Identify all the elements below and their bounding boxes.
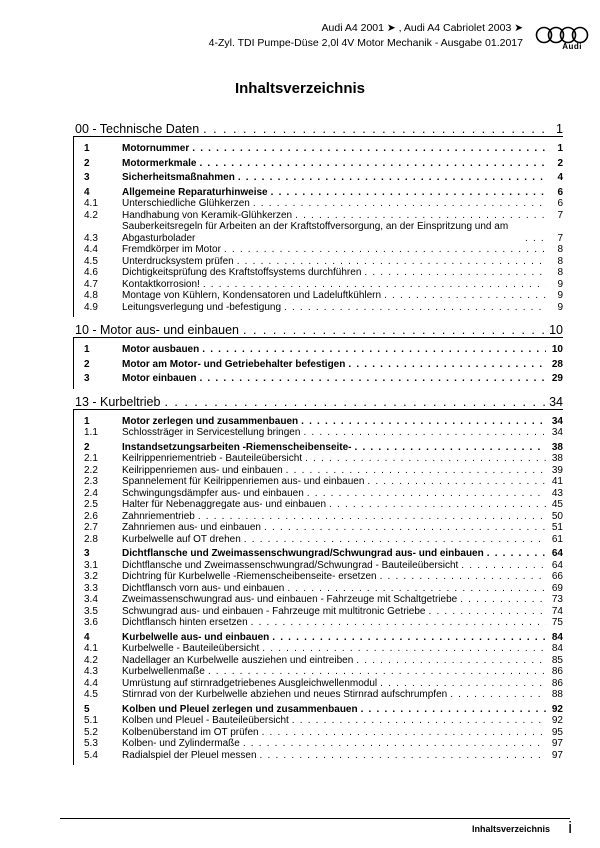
entry-number: 2 <box>84 441 90 453</box>
entry-page: 9 <box>557 290 563 301</box>
dot-leader <box>244 534 546 546</box>
entry-page: 95 <box>551 726 563 738</box>
entry-page: 97 <box>551 749 563 761</box>
entry-page: 88 <box>551 689 563 700</box>
entry-title: Dichtigkeitsprüfung des Kraftstoffsystems durchführen <box>122 267 362 278</box>
toc-entry[interactable] <box>74 359 563 371</box>
chapter-title: 13 - Kurbeltrieb <box>75 394 161 409</box>
entry-page: 75 <box>551 617 563 628</box>
audi-brand-text: Audi <box>562 42 582 51</box>
dot-leader <box>203 122 552 136</box>
entry-page: 51 <box>551 522 563 533</box>
entry-title: Schlossträger in Servicestellung bringen <box>122 427 301 438</box>
entry-title: Fremdkörper im Motor <box>122 244 221 255</box>
entry-page: 4 <box>557 172 563 183</box>
entry-page: 64 <box>551 559 563 571</box>
entry-title: Schwingungsdämpfer aus- und einbauen <box>122 487 304 499</box>
toc-entry[interactable] <box>74 715 563 727</box>
toc-entry[interactable] <box>74 465 563 477</box>
entry-page: 84 <box>551 631 563 643</box>
dot-leader <box>487 548 546 560</box>
dot-leader <box>364 267 546 279</box>
entry-page: 10 <box>551 344 563 355</box>
entry-title: Sicherheitsmaßnahmen <box>122 172 235 183</box>
entry-number: 3 <box>84 172 90 183</box>
entry-title: Kontaktkorrosion! <box>122 278 200 290</box>
entry-page: 7 <box>557 232 563 244</box>
entry-number: 5 <box>84 703 90 715</box>
entry-number: 4.6 <box>84 267 98 278</box>
entry-page: 66 <box>551 571 563 582</box>
entry-title: Leitungsverlegung und -befestigung <box>122 301 282 313</box>
entry-number: 4.4 <box>84 677 98 689</box>
entry-title: Dichtflansche und Zweimassenschwungrad/Schwungrad - Bauteileübersicht <box>122 559 459 571</box>
entry-title: Motormerkmale <box>122 157 197 169</box>
entry-number: 3 <box>84 548 90 559</box>
entry-title: Kolben- und Zylindermaße <box>122 738 240 749</box>
toc-entry[interactable] <box>74 548 563 560</box>
toc-entry[interactable] <box>74 442 563 454</box>
dot-leader <box>164 395 545 409</box>
entry-number: 4 <box>84 631 90 643</box>
dot-leader <box>461 560 546 572</box>
entry-number: 5.1 <box>84 715 98 726</box>
entry-page: 84 <box>551 643 563 654</box>
toc-chapter <box>73 389 563 766</box>
entry-page: 50 <box>551 510 563 522</box>
entry-page: 1 <box>557 143 563 154</box>
toc-entry[interactable] <box>74 476 563 488</box>
chapter-entries <box>73 137 563 317</box>
entry-title: Halter für Nebenaggregate aus- und einbauen <box>122 499 327 510</box>
toc-entry[interactable] <box>74 416 563 428</box>
entry-title: Motor einbauen <box>122 373 197 384</box>
toc-entry[interactable] <box>74 488 563 500</box>
entry-title: Motor zerlegen und zusammenbauen <box>122 415 299 427</box>
header-model-line: Audi A4 2001 ➤ , Audi A4 Cabriolet 2003 ➤ <box>321 22 523 34</box>
toc-entry[interactable] <box>74 453 563 465</box>
entry-title: Schwungrad aus- und einbauen - Fahrzeuge mit multitronic Getriebe <box>122 605 426 617</box>
dot-leader <box>253 198 546 210</box>
entry-number: 4.2 <box>84 209 98 221</box>
entry-number: 4.5 <box>84 689 98 700</box>
entry-number: 4.3 <box>84 666 98 677</box>
toc-entry[interactable] <box>74 267 563 279</box>
dot-leader <box>287 583 546 595</box>
entry-title: Kurbelwellenmaße <box>122 666 205 677</box>
entry-number: 3.4 <box>84 594 98 605</box>
entry-title: Dichtring für Kurbelwelle -Riemenscheibenseite- ersetzen <box>122 571 377 582</box>
toc-entry[interactable] <box>74 704 563 716</box>
toc-entry[interactable] <box>74 187 563 199</box>
dot-leader <box>450 689 546 701</box>
page-title: Inhaltsverzeichnis <box>234 80 366 97</box>
toc-entry[interactable] <box>74 172 563 184</box>
entry-title: Spannelement für Keilrippenriemen aus- und einbauen <box>122 476 365 487</box>
dot-leader <box>198 511 546 523</box>
toc-entry[interactable] <box>74 522 563 534</box>
toc-entry[interactable] <box>74 143 563 155</box>
dot-leader <box>307 488 546 500</box>
entry-number: 4.4 <box>84 244 98 255</box>
entry-number: 4.1 <box>84 643 98 654</box>
toc-entry[interactable] <box>74 511 563 523</box>
dot-leader <box>355 442 546 454</box>
entry-page: 8 <box>557 244 563 255</box>
dot-leader <box>301 416 546 428</box>
toc-entry[interactable] <box>74 750 563 762</box>
dot-leader <box>429 606 547 618</box>
entry-page: 6 <box>557 186 563 198</box>
dot-leader <box>260 750 546 762</box>
entry-number: 4.5 <box>84 255 98 267</box>
toc-entry[interactable] <box>74 221 563 244</box>
dot-leader <box>380 571 546 583</box>
dot-leader <box>251 617 546 629</box>
toc-entry[interactable] <box>74 427 563 439</box>
entry-number: 5.3 <box>84 738 98 749</box>
toc-entry[interactable] <box>74 632 563 644</box>
toc-chapter <box>73 317 563 389</box>
toc-entry[interactable] <box>74 373 563 385</box>
chapter-entries <box>73 338 563 389</box>
entry-title: Instandsetzungsarbeiten -Riemenscheibenseite- <box>122 441 352 453</box>
chapter-title: 00 - Technische Daten <box>75 122 200 136</box>
toc-entry[interactable] <box>74 279 563 291</box>
entry-number: 3.3 <box>84 582 98 594</box>
page-header <box>200 10 590 52</box>
dot-leader <box>262 727 546 739</box>
toc-entry[interactable] <box>74 738 563 750</box>
entry-page: 64 <box>551 548 563 559</box>
dot-leader <box>460 594 546 606</box>
chapter-title: 10 - Motor aus- und einbauen <box>75 323 239 337</box>
entry-number: 2.3 <box>84 476 98 487</box>
entry-page: 38 <box>551 441 563 453</box>
entry-number: 3.2 <box>84 571 98 582</box>
entry-page: 8 <box>557 255 563 267</box>
entry-page: 45 <box>551 499 563 510</box>
toc-entry[interactable] <box>74 210 563 222</box>
entry-page: 41 <box>551 476 563 487</box>
dot-leader <box>295 210 546 222</box>
entry-page: 92 <box>551 715 563 726</box>
entry-number: 4.7 <box>84 278 98 290</box>
entry-page: 85 <box>551 654 563 666</box>
entry-page: 86 <box>551 677 563 689</box>
entry-title: Zahnriemen aus- und einbauen <box>122 522 261 533</box>
entry-title: Keilrippenriemen aus- und einbauen <box>122 464 283 476</box>
entry-number: 1.1 <box>84 427 98 438</box>
entry-number: 5.4 <box>84 749 98 761</box>
entry-page: 29 <box>551 373 563 384</box>
dot-leader <box>329 499 546 511</box>
dot-leader <box>303 427 546 439</box>
entry-title: Stirnrad von der Kurbelwelle abziehen und neues Stirnrad aufschrumpfen <box>122 689 448 700</box>
dot-leader <box>243 738 546 750</box>
entry-page: 97 <box>551 738 563 749</box>
entry-title: Dichtflansche und Zweimassenschwungrad/Schwungrad aus- und einbauen <box>122 548 484 559</box>
entry-page: 86 <box>551 666 563 677</box>
entry-title: Kolben und Pleuel - Bauteileübersicht <box>122 715 289 726</box>
toc-entry[interactable] <box>74 560 563 572</box>
entry-number: 4.2 <box>84 654 98 666</box>
dot-leader <box>224 244 546 256</box>
toc-entry[interactable] <box>74 302 563 314</box>
toc-entry[interactable] <box>74 158 563 170</box>
toc-entry[interactable] <box>74 594 563 606</box>
dot-leader <box>238 172 546 184</box>
dot-leader <box>367 476 546 488</box>
entry-title: Dichtflansch hinten ersetzen <box>122 617 248 628</box>
entry-title: Kolben und Pleuel zerlegen und zusammenbauen <box>122 703 358 715</box>
entry-number: 2.8 <box>84 533 98 545</box>
dot-leader <box>380 678 546 690</box>
entry-number: 3.5 <box>84 605 98 617</box>
entry-title: Zahnriementrieb <box>122 510 195 522</box>
dot-leader <box>199 373 546 385</box>
entry-title: Sauberkeitsregeln für Arbeiten an der Kraftstoffversorgung, an der Einspritzung und am Abgasturbolader <box>122 221 509 244</box>
footer-page-number: i <box>568 818 572 837</box>
table-of-contents <box>73 116 563 765</box>
toc-entry[interactable] <box>74 666 563 678</box>
entry-page: 28 <box>551 358 563 370</box>
chapter-heading[interactable] <box>73 389 563 410</box>
toc-entry[interactable] <box>74 344 563 356</box>
entry-number: 2.6 <box>84 510 98 522</box>
entry-title: Kolbenüberstand im OT prüfen <box>122 726 259 738</box>
entry-number: 4.3 <box>84 232 98 244</box>
dot-leader <box>384 290 546 302</box>
dot-leader <box>348 359 546 371</box>
entry-number: 3 <box>84 373 90 384</box>
dot-leader <box>525 233 546 245</box>
entry-title: Unterschiedliche Glühkerzen <box>122 198 250 209</box>
entry-number: 2.5 <box>84 499 98 510</box>
entry-title: Nadellager an Kurbelwelle ausziehen und eintreiben <box>122 654 354 666</box>
entry-number: 3.1 <box>84 559 98 571</box>
entry-page: 61 <box>551 533 563 545</box>
entry-title: Allgemeine Reparaturhinweise <box>122 186 268 198</box>
entry-page: 92 <box>551 703 563 715</box>
dot-leader <box>208 666 546 678</box>
entry-title: Unterdrucksystem prüfen <box>122 255 234 267</box>
entry-number: 1 <box>84 344 90 355</box>
dot-leader <box>264 522 546 534</box>
entry-page: 2 <box>557 157 563 169</box>
entry-title: Motor ausbauen <box>122 344 200 355</box>
entry-number: 3.6 <box>84 617 98 628</box>
entry-title: Kurbelwelle auf OT drehen <box>122 533 241 545</box>
chapter-entries <box>73 410 563 766</box>
entry-number: 2.7 <box>84 522 98 533</box>
chapter-page: 34 <box>549 394 563 409</box>
entry-page: 38 <box>551 453 563 464</box>
entry-title: Kurbelwelle - Bauteileübersicht <box>122 643 260 654</box>
toc-entry[interactable] <box>74 583 563 595</box>
dot-leader <box>356 655 546 667</box>
entry-number: 2 <box>84 157 90 169</box>
toc-entry[interactable] <box>74 689 563 701</box>
entry-page: 9 <box>557 278 563 290</box>
chapter-page: 10 <box>549 323 563 337</box>
entry-number: 2.2 <box>84 464 98 476</box>
entry-number: 4.9 <box>84 301 98 313</box>
chapter-heading[interactable] <box>73 116 563 137</box>
entry-number: 2.1 <box>84 453 98 464</box>
toc-entry[interactable] <box>74 244 563 256</box>
chapter-page: 1 <box>556 122 563 136</box>
toc-entry[interactable] <box>74 198 563 210</box>
entry-number: 4.1 <box>84 198 98 209</box>
toc-chapter <box>73 116 563 317</box>
toc-entry[interactable] <box>74 678 563 690</box>
toc-entry[interactable] <box>74 534 563 546</box>
toc-entry[interactable] <box>74 643 563 655</box>
entry-number: 1 <box>84 143 90 154</box>
entry-page: 74 <box>551 605 563 617</box>
entry-page: 73 <box>551 594 563 605</box>
dot-leader <box>284 302 546 314</box>
entry-title: Dichtflansch vorn aus- und einbauen <box>122 582 285 594</box>
dot-leader <box>203 279 546 291</box>
entry-page: 69 <box>551 582 563 594</box>
entry-title: Montage von Kühlern, Kondensatoren und Ladeluftkühlern <box>122 290 382 301</box>
entry-title: Radialspiel der Pleuel messen <box>122 749 257 761</box>
entry-number: 5.2 <box>84 726 98 738</box>
dot-leader <box>361 704 546 716</box>
dot-leader <box>243 323 545 337</box>
toc-entry[interactable] <box>74 617 563 629</box>
entry-title: Umrüstung auf stirnradgetriebenes Ausgleichwellenmodul <box>122 677 378 689</box>
dot-leader <box>202 344 546 356</box>
toc-entry[interactable] <box>74 290 563 302</box>
toc-entry[interactable] <box>74 655 563 667</box>
entry-page: 39 <box>551 464 563 476</box>
entry-number: 1 <box>84 415 90 427</box>
dot-leader <box>272 632 546 644</box>
entry-number: 2.4 <box>84 487 98 499</box>
entry-page: 6 <box>557 198 563 209</box>
toc-entry[interactable] <box>74 499 563 511</box>
dot-leader <box>262 643 546 655</box>
toc-entry[interactable] <box>74 606 563 618</box>
dot-leader <box>199 158 546 170</box>
entry-title: Motor am Motor- und Getriebehalter befestigen <box>122 358 346 370</box>
entry-page: 8 <box>557 267 563 278</box>
toc-entry[interactable] <box>74 727 563 739</box>
entry-number: 2 <box>84 358 90 370</box>
dot-leader <box>292 715 546 727</box>
dot-leader <box>286 465 546 477</box>
entry-page: 34 <box>551 427 563 438</box>
dot-leader <box>237 256 546 268</box>
entry-title: Keilrippenriementrieb - Bauteileübersicht <box>122 453 303 464</box>
entry-page: 34 <box>551 415 563 427</box>
chapter-heading[interactable] <box>73 317 563 338</box>
entry-title: Kurbelwelle aus- und einbauen <box>122 631 270 643</box>
entry-title: Handhabung von Keramik-Glühkerzen <box>122 209 293 221</box>
entry-page: 9 <box>557 301 563 313</box>
toc-entry[interactable] <box>74 571 563 583</box>
entry-page: 43 <box>551 487 563 499</box>
footer-label: Inhaltsverzeichnis <box>471 824 550 834</box>
entry-number: 4.8 <box>84 290 98 301</box>
entry-page: 7 <box>557 209 563 221</box>
dot-leader <box>271 187 546 199</box>
entry-title: Motornummer <box>122 143 190 154</box>
entry-number: 4 <box>84 186 90 198</box>
dot-leader <box>192 143 546 155</box>
entry-title: Zweimassenschwungrad aus- und einbauen - Fahrzeuge mit Schaltgetriebe <box>122 594 458 605</box>
toc-entry[interactable] <box>74 256 563 268</box>
dot-leader <box>305 453 546 465</box>
header-manual-line: 4-Zyl. TDI Pumpe-Düse 2,0l 4V Motor Mechanik - Ausgabe 01.2017 <box>208 37 523 49</box>
footer-rule <box>60 818 570 819</box>
